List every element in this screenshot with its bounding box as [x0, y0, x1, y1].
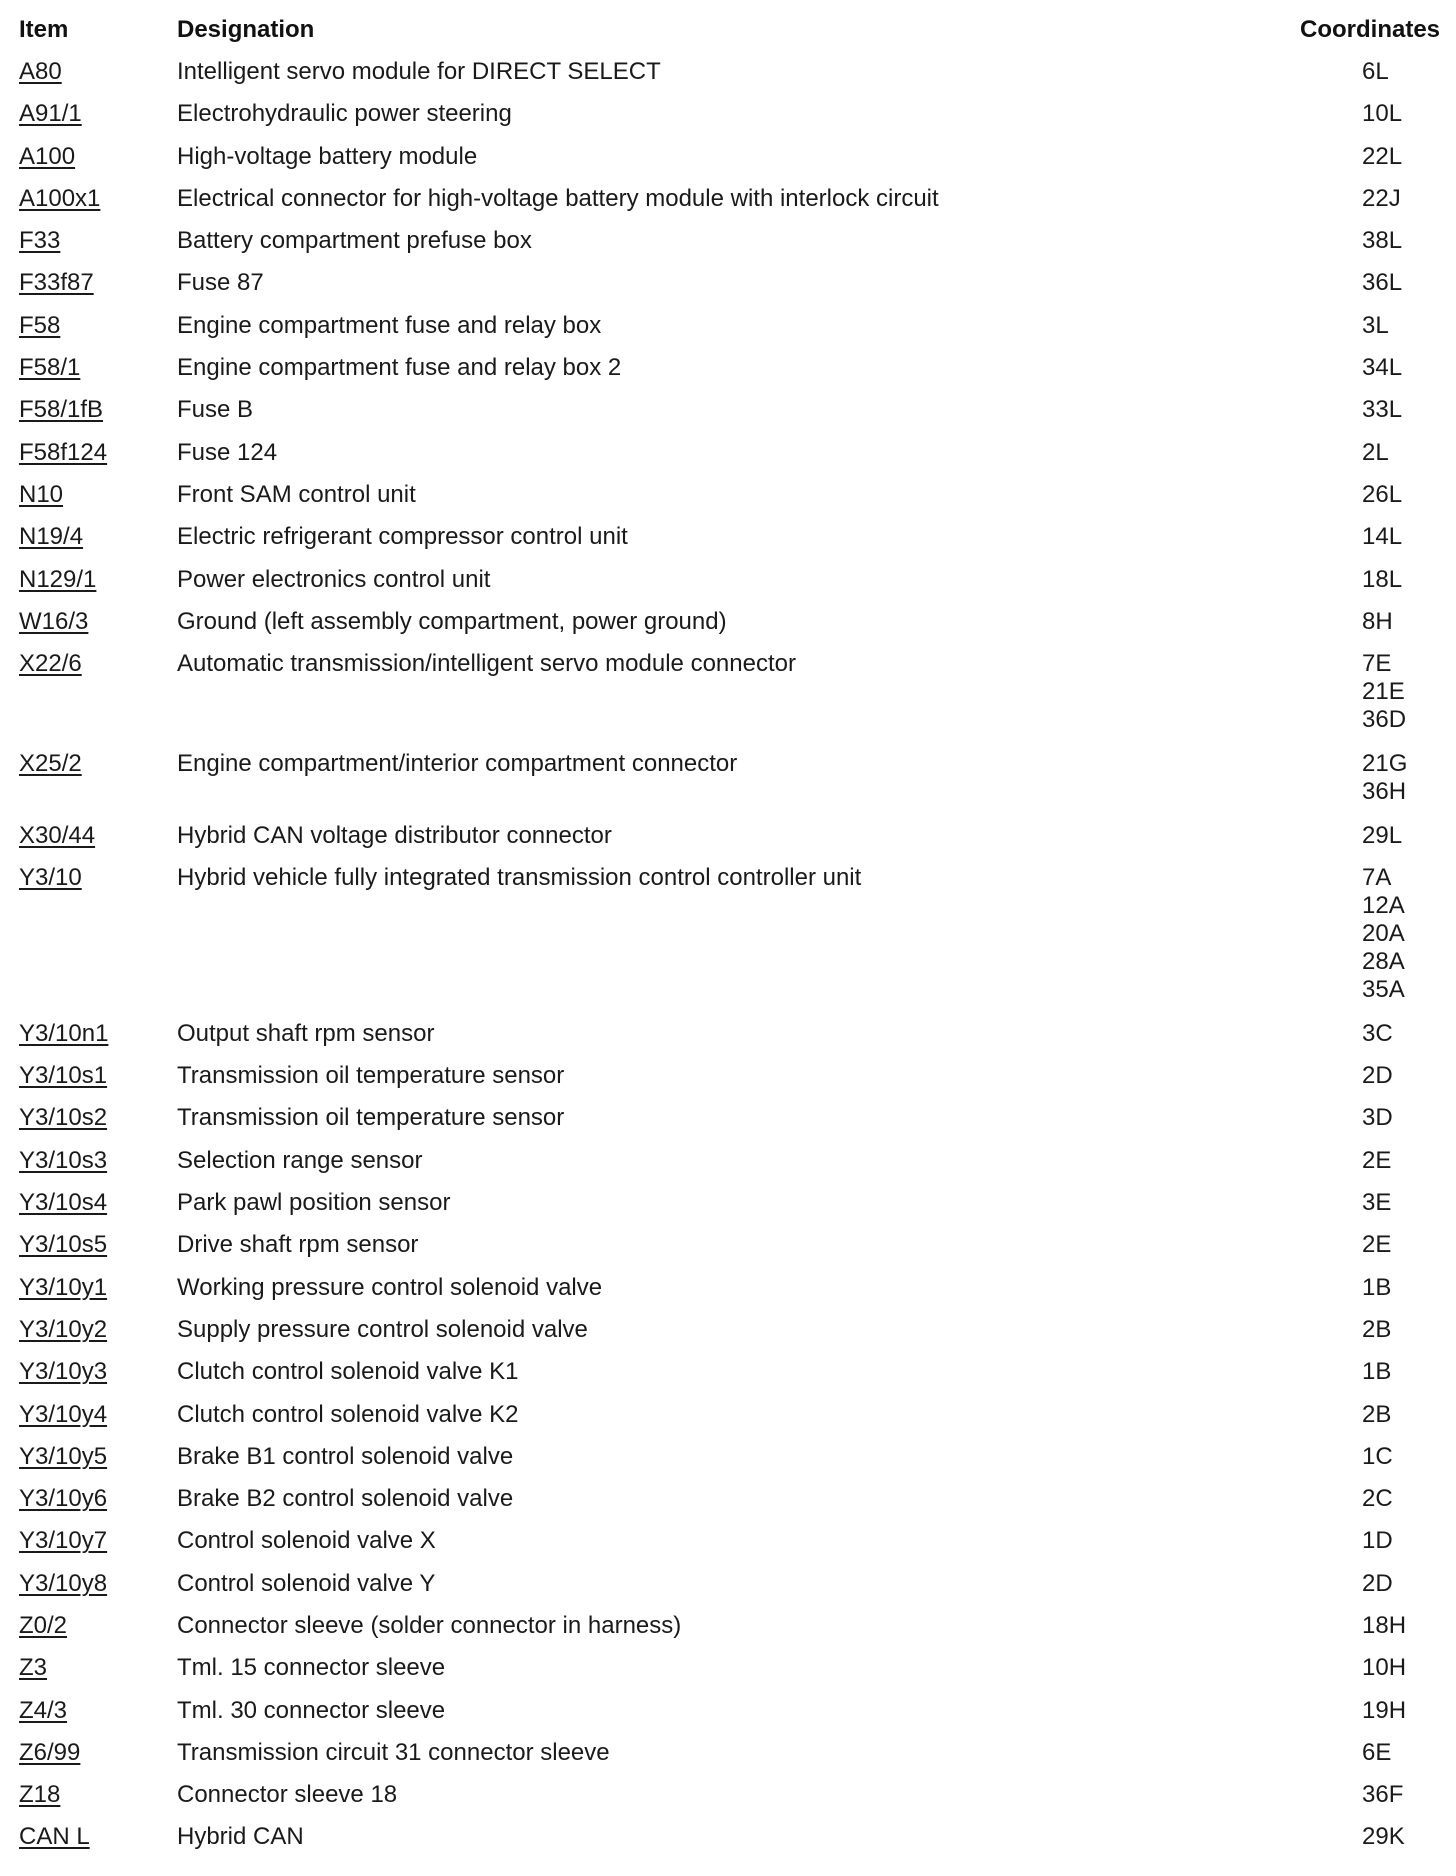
coordinates-cell: [1362, 1358, 1391, 1386]
coordinate-value: 35A: [1362, 976, 1405, 1004]
coordinate-value: 21E: [1362, 678, 1405, 706]
coordinate-value: 20A: [1362, 920, 1405, 948]
item-link[interactable]: Y3/10s1: [19, 1062, 108, 1090]
coordinates-cell: [1362, 650, 1406, 734]
coordinate-value: 8H: [1362, 607, 1393, 635]
item-link[interactable]: Y3/10y6: [19, 1485, 108, 1513]
designation-text: Supply pressure control solenoid valve: [177, 1315, 588, 1343]
coordinates-cell: [1362, 1527, 1393, 1555]
coordinate-value: 2B: [1362, 1400, 1392, 1428]
designation-text: Transmission circuit 31 connector sleeve: [177, 1738, 610, 1766]
designation-text: Selection range sensor: [177, 1146, 423, 1174]
table-row: [0, 1401, 1456, 1443]
designation-text: Tml. 15 connector sleeve: [177, 1654, 446, 1682]
item-link[interactable]: F58/1: [19, 354, 81, 382]
item-link[interactable]: X25/2: [19, 749, 82, 777]
designation-text: Transmission oil temperature sensor: [177, 1104, 565, 1132]
coordinate-value: 3L: [1362, 311, 1389, 339]
table-row: [0, 1231, 1456, 1273]
coordinates-cell: [1362, 1147, 1391, 1175]
table-row: [0, 1739, 1456, 1781]
table-row: [0, 396, 1456, 438]
designation-text: Output shaft rpm sensor: [177, 1019, 435, 1047]
table-row: [0, 1358, 1456, 1400]
item-link[interactable]: Y3/10y1: [19, 1273, 108, 1301]
table-row: [0, 269, 1456, 311]
header-designation: Designation: [177, 16, 315, 43]
item-link[interactable]: CAN L: [19, 1823, 90, 1851]
table-row: [0, 1823, 1456, 1865]
coordinate-value: 29L: [1362, 821, 1403, 849]
designation-text: Engine compartment fuse and relay box: [177, 311, 602, 339]
coordinate-value: 2D: [1362, 1569, 1393, 1597]
coordinates-cell: [1362, 227, 1402, 255]
coordinate-value: 2L: [1362, 438, 1389, 466]
coordinate-value: 18H: [1362, 1612, 1407, 1639]
table-row: [0, 1612, 1456, 1654]
designation-text: Power electronics control unit: [177, 565, 491, 593]
coordinate-value: 2E: [1362, 1231, 1392, 1259]
designation-text: Clutch control solenoid valve K1: [177, 1358, 519, 1386]
designation-text: Control solenoid valve Y: [177, 1569, 436, 1597]
coordinate-value: 19H: [1362, 1696, 1407, 1724]
coordinate-value: 10H: [1362, 1654, 1407, 1682]
coordinates-cell: [1362, 608, 1393, 636]
item-link[interactable]: A100: [19, 142, 76, 170]
table-row: [0, 312, 1456, 354]
coordinate-value: 2D: [1362, 1062, 1393, 1090]
item-link[interactable]: N10: [19, 480, 64, 508]
table-row: [0, 58, 1456, 100]
item-link[interactable]: Y3/10y8: [19, 1569, 108, 1597]
coordinate-value: 34L: [1362, 354, 1403, 382]
coordinate-value: 22L: [1362, 142, 1403, 170]
item-link[interactable]: X30/44: [19, 821, 96, 849]
coordinates-cell: [1362, 354, 1402, 382]
table-row: [0, 481, 1456, 523]
designation-text: Ground (left assembly compartment, power ground): [177, 607, 727, 635]
coordinates-cell: [1362, 1443, 1393, 1471]
item-link[interactable]: Y3/10: [19, 864, 82, 892]
table-body: [0, 58, 1456, 1866]
table-row: [0, 1274, 1456, 1316]
designation-text: Electrohydraulic power steering: [177, 100, 512, 128]
designation-text: Brake B2 control solenoid valve: [177, 1485, 514, 1513]
table-row: [0, 227, 1456, 269]
coordinate-value: 7A: [1362, 864, 1392, 892]
coordinate-value: 7E: [1362, 650, 1392, 678]
coordinate-value: 3E: [1362, 1189, 1392, 1217]
coordinates-cell: [1362, 1231, 1391, 1259]
coordinates-cell: [1362, 185, 1401, 213]
item-link[interactable]: Z18: [19, 1781, 61, 1809]
item-link[interactable]: Y3/10s3: [19, 1146, 108, 1174]
designation-text: Control solenoid valve X: [177, 1527, 436, 1555]
table-row: [0, 864, 1456, 1020]
coordinates-cell: [1362, 312, 1389, 340]
item-link[interactable]: Y3/10s4: [19, 1189, 108, 1217]
item-link[interactable]: Z0/2: [19, 1612, 68, 1639]
coordinates-cell: [1362, 1612, 1406, 1640]
coordinate-value: 3D: [1362, 1104, 1393, 1132]
table-row: [0, 1781, 1456, 1823]
table-row: [0, 523, 1456, 565]
coordinate-value: 21G: [1362, 749, 1408, 777]
coordinate-value: 6L: [1362, 58, 1389, 85]
table-row: [0, 100, 1456, 142]
table-row: [0, 1147, 1456, 1189]
item-link[interactable]: F33: [19, 227, 61, 255]
table-row: [0, 1654, 1456, 1696]
item-link[interactable]: Y3/10y2: [19, 1315, 108, 1343]
coordinate-value: 12A: [1362, 892, 1405, 920]
item-link[interactable]: N129/1: [19, 565, 97, 593]
table-row: [0, 1020, 1456, 1062]
item-link[interactable]: F33f87: [19, 269, 94, 297]
coordinate-value: 1D: [1362, 1527, 1393, 1555]
designation-text: Transmission oil temperature sensor: [177, 1062, 565, 1090]
designation-text: Automatic transmission/intelligent servo module connector: [177, 650, 796, 678]
coordinates-cell: [1362, 1823, 1405, 1851]
table-row: [0, 566, 1456, 608]
designation-text: Connector sleeve (solder connector in harness): [177, 1612, 682, 1639]
table-row: [0, 1697, 1456, 1739]
designation-text: Drive shaft rpm sensor: [177, 1231, 419, 1259]
coordinate-value: 33L: [1362, 396, 1403, 424]
designation-text: Battery compartment prefuse box: [177, 227, 532, 255]
table-row: [0, 439, 1456, 481]
coordinate-value: 6E: [1362, 1738, 1392, 1766]
item-link[interactable]: Z4/3: [19, 1696, 68, 1724]
coordinate-value: 1B: [1362, 1358, 1392, 1386]
item-link[interactable]: Y3/10y3: [19, 1358, 108, 1386]
coordinates-cell: [1362, 1781, 1403, 1809]
table-row: [0, 822, 1456, 864]
coordinates-cell: [1362, 1020, 1393, 1048]
coordinates-cell: [1362, 566, 1402, 594]
coordinates-cell: [1362, 396, 1402, 424]
coordinate-value: 1B: [1362, 1273, 1392, 1301]
coordinates-cell: [1362, 1485, 1393, 1513]
item-link[interactable]: Z3: [19, 1654, 48, 1682]
item-link[interactable]: F58/1fB: [19, 396, 104, 424]
table-row: [0, 1189, 1456, 1231]
coordinate-value: 18L: [1362, 565, 1403, 593]
coordinate-value: 14L: [1362, 523, 1403, 551]
table-row: [0, 608, 1456, 650]
item-link[interactable]: Y3/10n1: [19, 1019, 109, 1047]
table-row: [0, 1443, 1456, 1485]
item-link[interactable]: Y3/10s5: [19, 1231, 108, 1259]
designation-text: Fuse 124: [177, 438, 278, 466]
item-link[interactable]: X22/6: [19, 650, 82, 678]
coordinates-cell: [1362, 143, 1402, 171]
coordinates-cell: [1362, 822, 1402, 850]
coordinates-cell: [1362, 1697, 1406, 1725]
coordinate-value: 38L: [1362, 227, 1403, 255]
coordinates-cell: [1362, 269, 1402, 297]
designation-text: Fuse B: [177, 396, 254, 424]
designation-text: Clutch control solenoid valve K2: [177, 1400, 519, 1428]
coordinates-cell: [1362, 1104, 1393, 1132]
coordinates-cell: [1362, 1570, 1393, 1598]
table-row: [0, 1527, 1456, 1569]
coordinates-cell: [1362, 1654, 1406, 1682]
designation-text: Electrical connector for high-voltage battery module with interlock circuit: [177, 184, 939, 212]
item-link[interactable]: W16/3: [19, 607, 89, 635]
table-row: [0, 650, 1456, 750]
coordinates-cell: [1362, 1189, 1391, 1217]
coordinate-value: 2C: [1362, 1485, 1393, 1513]
coordinates-cell: [1362, 1274, 1391, 1302]
coordinates-cell: [1362, 100, 1402, 128]
coordinates-cell: [1362, 864, 1405, 1004]
table-row: [0, 1062, 1456, 1104]
table-header: [0, 0, 1456, 50]
item-link[interactable]: Y3/10y4: [19, 1400, 108, 1428]
item-link[interactable]: Y3/10y7: [19, 1527, 108, 1555]
coordinates-cell: [1362, 1316, 1391, 1344]
designation-text: Hybrid vehicle fully integrated transmission control controller unit: [177, 864, 862, 892]
coordinates-cell: [1362, 481, 1402, 509]
designation-text: High-voltage battery module: [177, 142, 478, 170]
table-row: [0, 1104, 1456, 1146]
item-link[interactable]: A91/1: [19, 100, 82, 128]
item-link[interactable]: A80: [19, 58, 62, 85]
item-link[interactable]: F58f124: [19, 438, 108, 466]
designation-text: Intelligent servo module for DIRECT SELECT: [177, 58, 661, 85]
coordinate-value: 22J: [1362, 184, 1401, 212]
designation-text: Hybrid CAN voltage distributor connector: [177, 821, 612, 849]
table-row: [0, 1570, 1456, 1612]
coordinate-value: 28A: [1362, 948, 1405, 976]
coordinate-value: 36H: [1362, 777, 1407, 805]
coordinates-cell: [1362, 523, 1402, 551]
item-link[interactable]: Y3/10s2: [19, 1104, 108, 1132]
designation-text: Engine compartment/interior compartment connector: [177, 749, 738, 777]
item-link[interactable]: Y3/10y5: [19, 1442, 108, 1470]
coordinates-cell: [1362, 439, 1389, 467]
coordinates-cell: [1362, 750, 1407, 806]
coordinate-value: 1C: [1362, 1442, 1393, 1470]
coordinate-value: 2B: [1362, 1315, 1392, 1343]
designation-text: Engine compartment fuse and relay box 2: [177, 354, 622, 382]
coordinate-value: 36L: [1362, 269, 1403, 297]
item-link[interactable]: N19/4: [19, 523, 84, 551]
coordinate-value: 29K: [1362, 1823, 1405, 1851]
coordinate-value: 10L: [1362, 100, 1403, 128]
designation-text: Park pawl position sensor: [177, 1189, 451, 1217]
table-row: [0, 185, 1456, 227]
coordinate-value: 36D: [1362, 706, 1407, 734]
coordinate-value: 3C: [1362, 1019, 1393, 1047]
table-row: [0, 750, 1456, 822]
designation-text: Connector sleeve 18: [177, 1781, 398, 1809]
designation-text: Tml. 30 connector sleeve: [177, 1696, 446, 1724]
designation-text: Working pressure control solenoid valve: [177, 1273, 603, 1301]
item-link[interactable]: A100x1: [19, 184, 101, 212]
coordinates-cell: [1362, 1062, 1393, 1090]
coordinates-cell: [1362, 1401, 1391, 1429]
coordinates-cell: [1362, 1739, 1391, 1767]
designation-text: Brake B1 control solenoid valve: [177, 1442, 514, 1470]
coordinate-value: 2E: [1362, 1146, 1392, 1174]
designation-text: Fuse 87: [177, 269, 264, 297]
item-link[interactable]: F58: [19, 311, 61, 339]
designation-text: Hybrid CAN: [177, 1823, 304, 1851]
coordinate-value: 36F: [1362, 1781, 1404, 1809]
item-link[interactable]: Z6/99: [19, 1738, 81, 1766]
table-row: [0, 1485, 1456, 1527]
designation-text: Electric refrigerant compressor control unit: [177, 523, 628, 551]
header-coordinates: Coordinates: [1300, 16, 1441, 43]
table-row: [0, 143, 1456, 185]
designation-text: Front SAM control unit: [177, 480, 416, 508]
header-item: Item: [19, 16, 69, 43]
coordinates-cell: [1362, 58, 1389, 86]
coordinate-value: 26L: [1362, 480, 1403, 508]
table-row: [0, 1316, 1456, 1358]
table-row: [0, 354, 1456, 396]
